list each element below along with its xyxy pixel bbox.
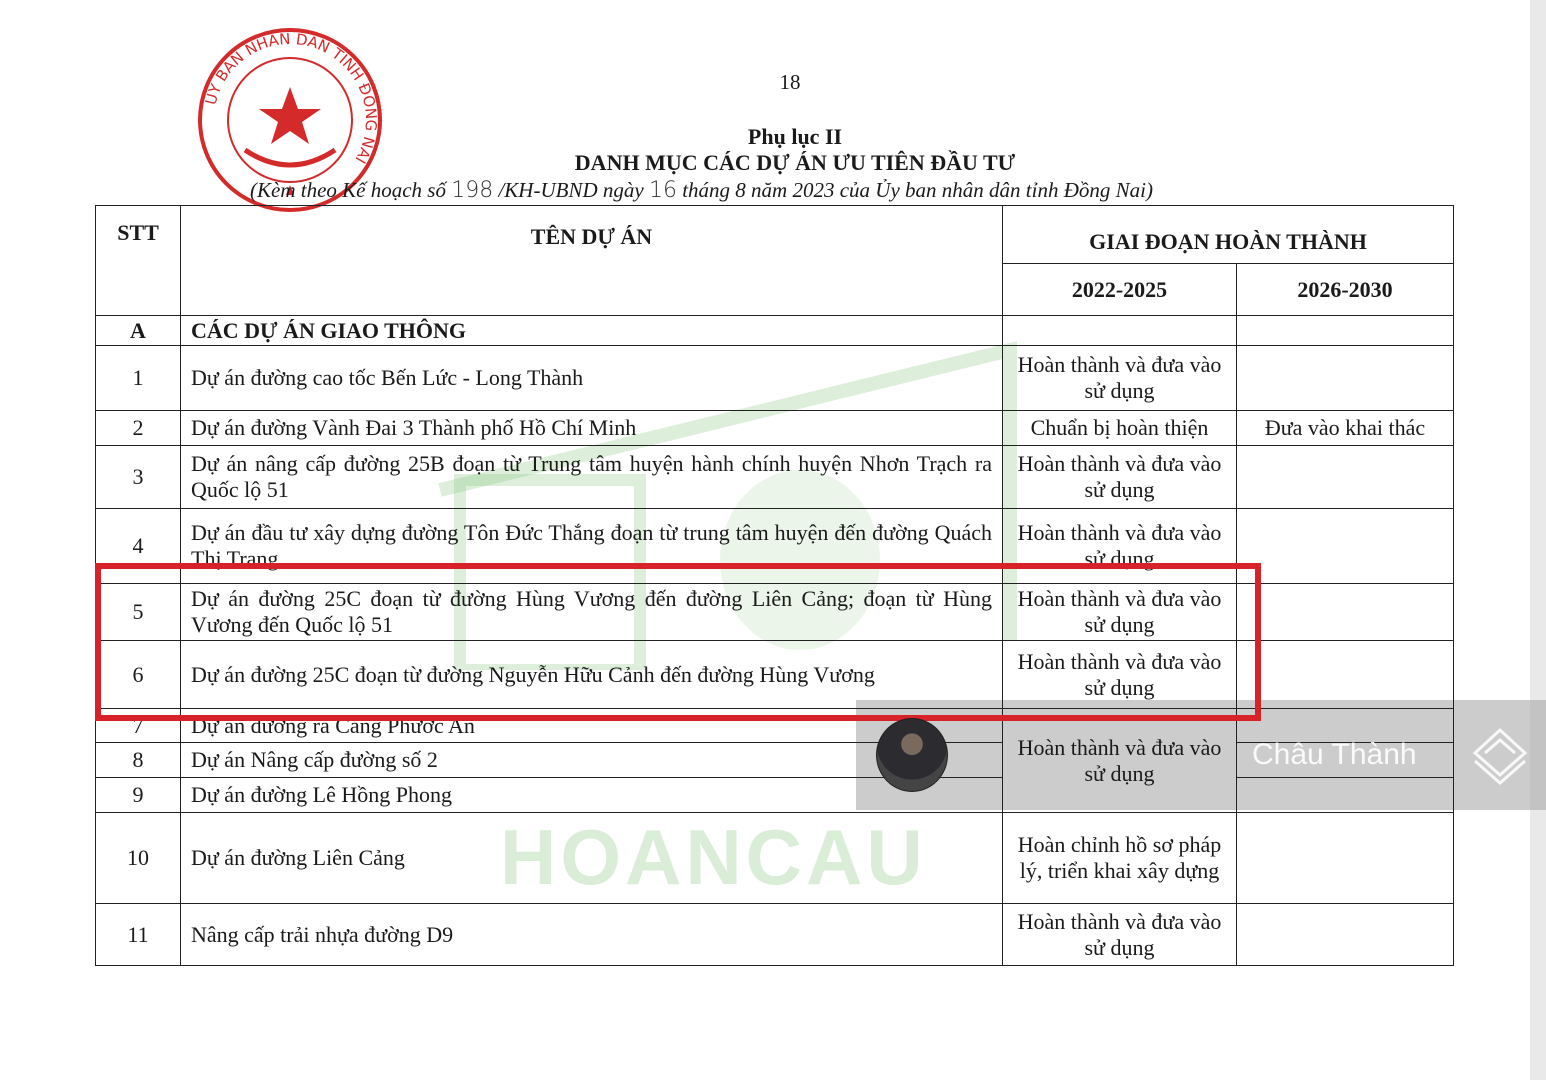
- row-phase-2026: Đưa vào khai thác: [1237, 411, 1454, 446]
- row-stt: 3: [96, 446, 181, 509]
- table-row: [96, 411, 1454, 446]
- svg-text:ỦY BAN NHÂN DÂN TỈNH ĐỒNG NAI: ỦY BAN NHÂN DÂN TỈNH ĐỒNG NAI: [201, 29, 381, 167]
- layers-logo-icon: [1470, 725, 1530, 785]
- row-stt: 10: [96, 813, 181, 904]
- section-name: CÁC DỰ ÁN GIAO THÔNG: [181, 316, 1003, 346]
- row-name: Dự án đường cao tốc Bến Lức - Long Thành: [181, 346, 1003, 411]
- header-stt: STT: [96, 206, 181, 316]
- row-stt: 7: [96, 709, 181, 743]
- row-name: Nâng cấp trải nhựa đường D9: [181, 904, 1003, 966]
- row-phase-2022: Hoàn chỉnh hồ sơ pháp lý, triển khai xây dựng: [1003, 813, 1237, 904]
- plan-day: 16: [648, 178, 677, 203]
- header-2022-2025: 2022-2025: [1003, 264, 1237, 316]
- row-phase-2022: Hoàn thành và đưa vào sử dụng: [1003, 346, 1237, 411]
- row-phase-2026: [1237, 813, 1454, 904]
- header-project-name: TÊN DỰ ÁN: [181, 206, 1003, 316]
- table-row: [96, 446, 1454, 509]
- row-stt: 9: [96, 778, 181, 813]
- section-id: A: [96, 316, 181, 346]
- row-stt: 2: [96, 411, 181, 446]
- row-stt: 1: [96, 346, 181, 411]
- table-row: [96, 778, 1454, 813]
- row-phase-2022: Hoàn thành và đưa vào sử dụng: [1003, 509, 1237, 584]
- table-row: [96, 743, 1454, 778]
- row-name: Dự án đường Lê Hồng Phong: [181, 778, 1003, 813]
- subtitle-text: /KH-UBND ngày: [493, 178, 649, 202]
- table-row: [96, 904, 1454, 966]
- row-stt: 8: [96, 743, 181, 778]
- avatar[interactable]: [876, 718, 948, 792]
- plan-number: 198: [451, 178, 494, 203]
- subtitle-text: (Kèm theo Kế hoạch số: [250, 178, 452, 202]
- row-name: Dự án đường 25C đoạn từ đường Nguyễn Hữu Cảnh đến đường Hùng Vương: [181, 641, 1003, 709]
- row-phase-2026: [1237, 584, 1454, 641]
- row-phase-2026: [1237, 346, 1454, 411]
- row-name: Dự án Nâng cấp đường số 2: [181, 743, 1003, 778]
- row-phase-2022: Hoàn thành và đưa vào sử dụng: [1003, 584, 1237, 641]
- document-subtitle: [250, 178, 1153, 203]
- row-stt: 11: [96, 904, 181, 966]
- table-row: [96, 346, 1454, 411]
- row-phase-2026: [1237, 641, 1454, 709]
- row-stt: 4: [96, 509, 181, 584]
- header-completion-phase: GIAI ĐOẠN HOÀN THÀNH: [1003, 206, 1454, 264]
- row-stt: 5: [96, 584, 181, 641]
- row-name: Dự án đường Vành Đai 3 Thành phố Hồ Chí Minh: [181, 411, 1003, 446]
- user-name[interactable]: Châu Thành: [1252, 738, 1417, 771]
- row-phase-2022: Hoàn thành và đưa vào sử dụng: [1003, 904, 1237, 966]
- page-number: 18: [779, 70, 801, 94]
- header-2026-2030: 2026-2030: [1237, 264, 1454, 316]
- row-phase-2022: Chuẩn bị hoàn thiện: [1003, 411, 1237, 446]
- subtitle-text: tháng 8 năm 2023 của Ủy ban nhân dân tỉnh Đồng Nai): [676, 178, 1153, 202]
- row-phase-2022: Hoàn thành và đưa vào sử dụng: [1003, 641, 1237, 709]
- row-phase-2022: Hoàn thành và đưa vào sử dụng: [1003, 446, 1237, 509]
- row-phase-2026: [1237, 904, 1454, 966]
- table-row: [96, 813, 1454, 904]
- row-phase-2022: Hoàn thành và đưa vào sử dụng: [1003, 709, 1237, 813]
- row-name: Dự án đường 25C đoạn từ đường Hùng Vương đến đường Liên Cảng; đoạn từ Hùng Vương đến Quốc lộ 51: [181, 584, 1003, 641]
- watermark-text: HOANCAU: [500, 813, 927, 901]
- row-name: Dự án đầu tư xây dựng đường Tôn Đức Thắng đoạn từ trung tâm huyện đến đường Quách Thị Trang: [181, 509, 1003, 584]
- section-row: [96, 316, 1454, 346]
- row-phase-2026: [1237, 509, 1454, 584]
- appendix-label: Phụ lục II: [747, 124, 843, 149]
- row-phase-2026: [1237, 446, 1454, 509]
- row-name: Dự án đường Liên Cảng: [181, 813, 1003, 904]
- document-title: DANH MỤC CÁC DỰ ÁN ƯU TIÊN ĐẦU TƯ: [574, 150, 1016, 175]
- row-name: Dự án nâng cấp đường 25B đoạn từ Trung tâm huyện hành chính huyện Nhơn Trạch ra Quốc lộ 51: [181, 446, 1003, 509]
- row-stt: 6: [96, 641, 181, 709]
- highlight-box: [95, 563, 1261, 721]
- row-name: Dự án đường ra Cảng Phước An: [181, 709, 1003, 743]
